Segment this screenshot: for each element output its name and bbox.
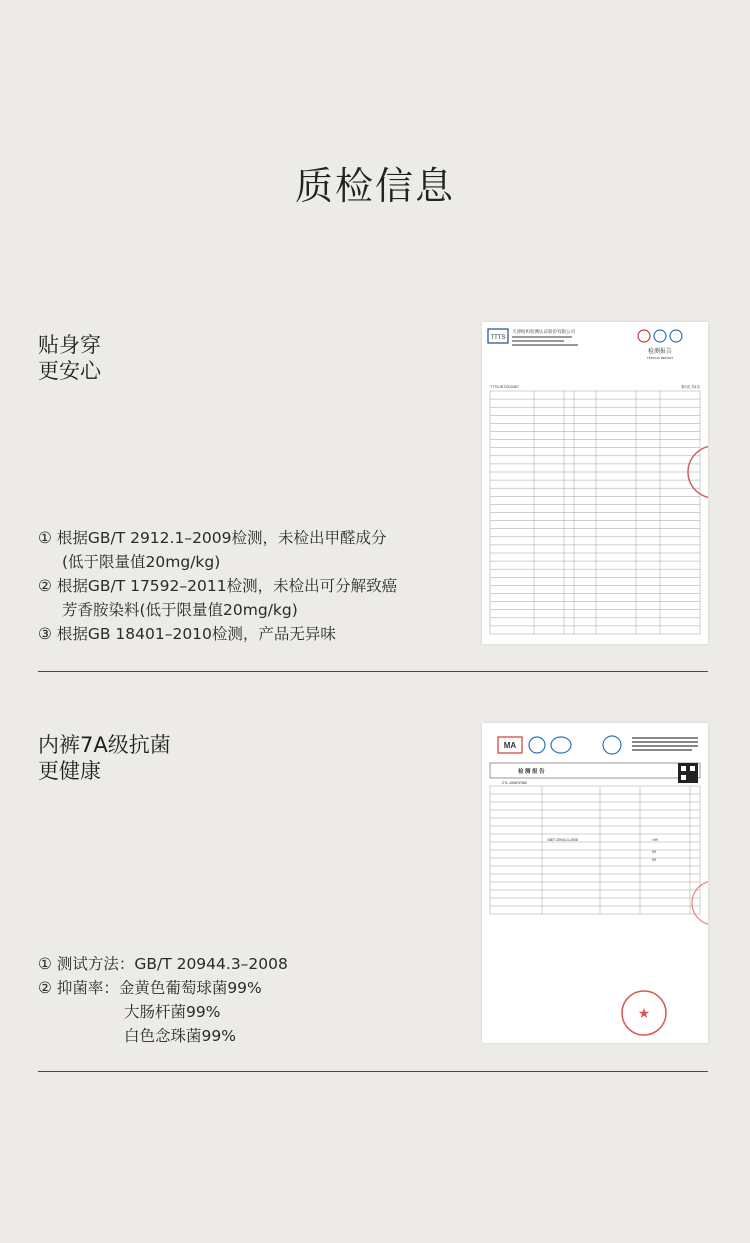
report-title: 检 测 报 告 bbox=[518, 769, 545, 775]
svg-text:★: ★ bbox=[637, 1006, 651, 1022]
uts-logo-icon bbox=[603, 736, 621, 754]
report-method: GB/T 20944.3-2008 bbox=[547, 838, 578, 842]
ilac-logo-icon bbox=[670, 330, 682, 342]
section1-test-list bbox=[38, 526, 397, 646]
result-value-2: 99 bbox=[652, 850, 656, 854]
report-document-graphic bbox=[482, 322, 708, 644]
list-item-continuation: (低于限量值20mg/kg) bbox=[62, 553, 221, 571]
report-page-number: 第2页 共4页 bbox=[681, 385, 700, 389]
list-item: ① 测试方法：GB/T 20944.3–2008 bbox=[38, 955, 288, 973]
report-number: TTTS-W72310367 bbox=[490, 385, 519, 389]
section2-heading-line2: 更健康 bbox=[38, 759, 101, 783]
section1-heading-line1: 贴身穿 bbox=[38, 333, 101, 357]
report-number: ZTL-J6WH2366 bbox=[502, 781, 527, 785]
section1-heading-line2: 更安心 bbox=[38, 359, 101, 383]
svg-text:MA: MA bbox=[503, 741, 517, 750]
ilac-logo-icon bbox=[529, 737, 545, 753]
list-item-continuation: 大肠杆菌99% bbox=[124, 1003, 221, 1021]
section1-heading bbox=[38, 332, 101, 384]
report-title: 检测报告 bbox=[647, 349, 673, 355]
list-item: ① 根据GB/T 2912.1–2009检测，未检出甲醛成分 bbox=[38, 529, 387, 547]
list-item-continuation: 白色念珠菌99% bbox=[124, 1027, 236, 1045]
list-item: ③ 根据GB 18401–2010检测，产品无异味 bbox=[38, 625, 336, 643]
cnas-logo-icon bbox=[654, 330, 666, 342]
report-org-name: 天津纺织检测认证股份有限公司 bbox=[512, 329, 575, 334]
formaldehyde-test-report-image bbox=[482, 322, 708, 644]
report-subtitle: TESTING REPORT bbox=[646, 356, 674, 360]
ma-logo-icon bbox=[638, 330, 650, 342]
page-title: 质检信息 bbox=[294, 164, 455, 208]
section2-heading bbox=[38, 732, 171, 784]
list-item-continuation: 芳香胺染料(低于限量值20mg/kg) bbox=[62, 601, 298, 619]
section2-test-list bbox=[38, 952, 288, 1048]
list-item: ② 抑菌率：金黄色葡萄球菌99% bbox=[38, 979, 262, 997]
section-divider bbox=[38, 1071, 708, 1072]
list-item: ② 根据GB/T 17592–2011检测，未检出可分解致癌 bbox=[38, 577, 398, 595]
section2-heading-line1: 内裤7A级抗菌 bbox=[38, 733, 171, 757]
report-logo: TTTS bbox=[490, 335, 506, 341]
antibacterial-test-report-image bbox=[482, 723, 708, 1043]
cnas-logo-icon bbox=[551, 737, 571, 753]
result-value-1: >99 bbox=[652, 838, 658, 842]
result-value-3: 99 bbox=[652, 858, 656, 862]
section-divider bbox=[38, 671, 708, 672]
report-document-graphic bbox=[482, 723, 708, 1043]
